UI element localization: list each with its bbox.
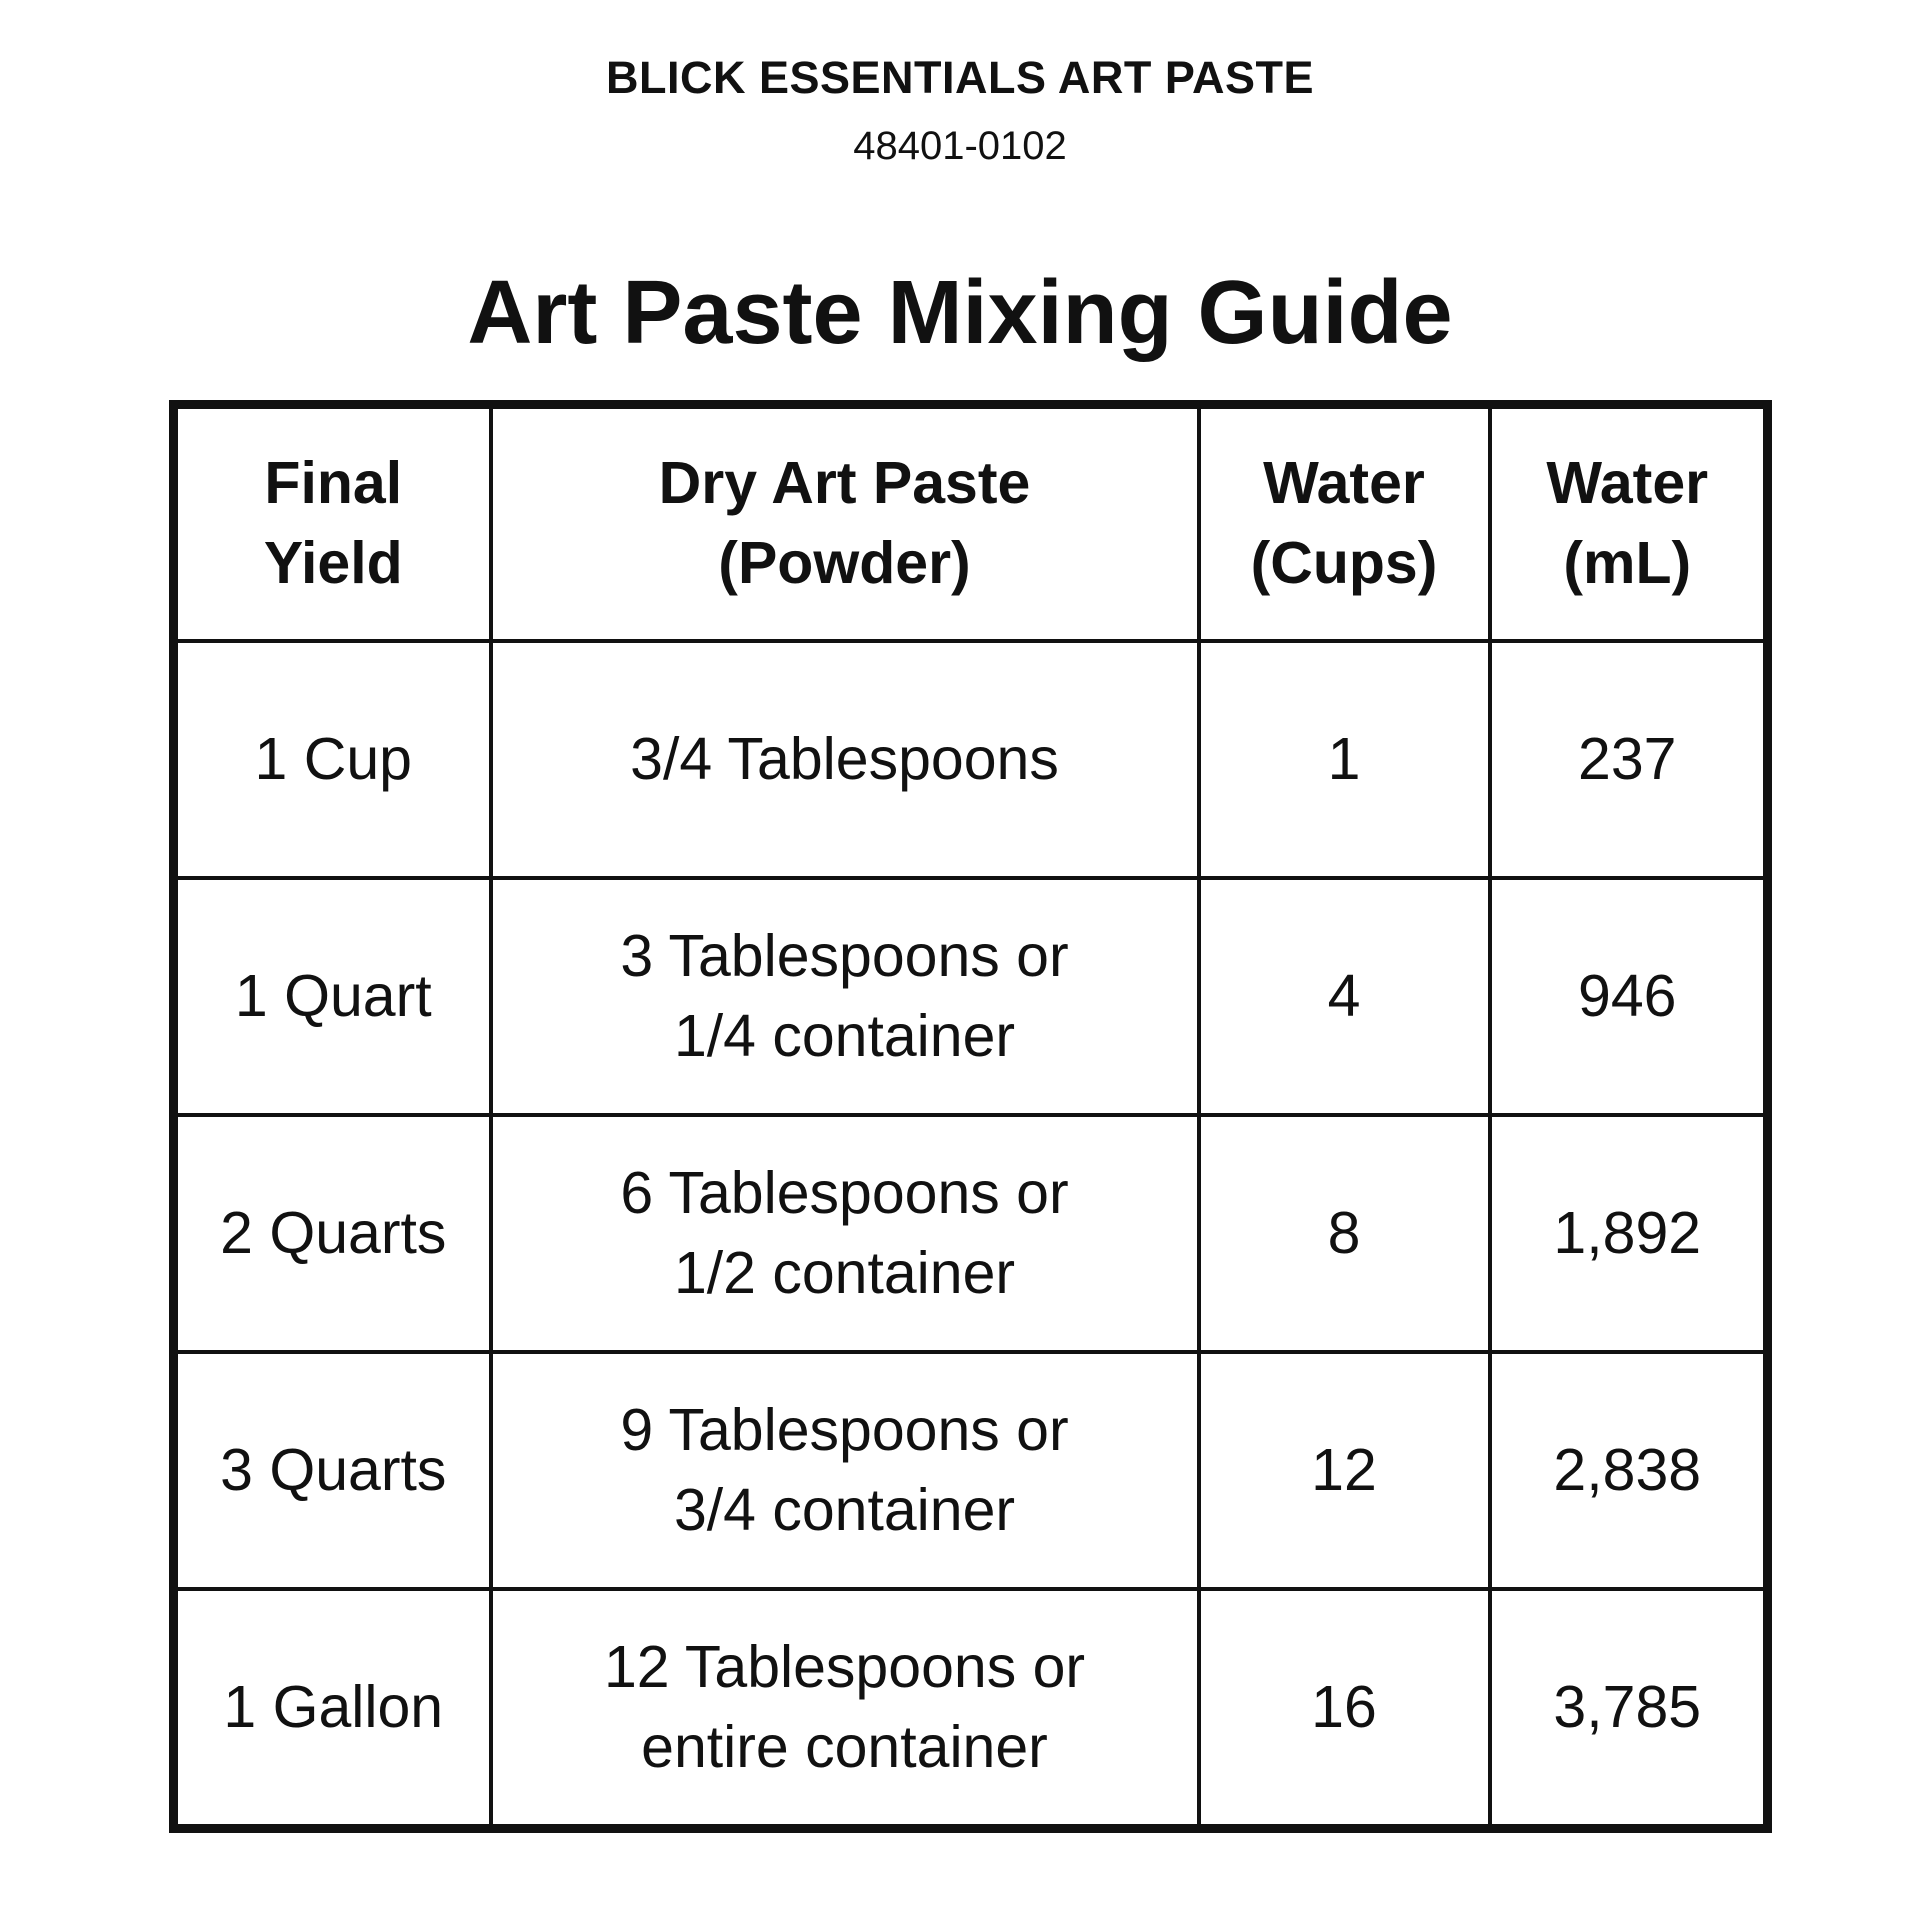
cell-line: entire container xyxy=(641,1713,1048,1780)
cell-line: 3/4 container xyxy=(673,1476,1016,1543)
column-header-line: Dry Art Paste xyxy=(658,450,1031,517)
cell-final-yield: 2 Quarts xyxy=(174,1115,491,1352)
column-header-final-yield xyxy=(174,405,491,642)
cell-line: 9 Tablespoons or xyxy=(620,1396,1069,1463)
column-header-water-ml xyxy=(1490,405,1768,642)
cell-water-ml: 3,785 xyxy=(1490,1589,1768,1829)
column-header-line: Water xyxy=(1263,450,1425,517)
table-row xyxy=(174,1352,1768,1589)
brand-name: BLICK ESSENTIALS ART PASTE xyxy=(605,52,1315,103)
cell-water-cups: 4 xyxy=(1199,878,1490,1115)
cell-dry-art-paste xyxy=(491,1589,1199,1829)
column-header-line: Yield xyxy=(263,530,403,596)
cell-water-cups: 1 xyxy=(1199,641,1490,878)
page-title: Art Paste Mixing Guide xyxy=(467,263,1453,363)
table-row xyxy=(174,1589,1768,1829)
product-sku: 48401-0102 xyxy=(853,124,1067,168)
table-header-row xyxy=(174,405,1768,642)
cell-line: 3 Tablespoons or xyxy=(620,922,1069,989)
cell-final-yield: 1 Quart xyxy=(174,878,491,1115)
cell-line: 6 Tablespoons or xyxy=(620,1159,1069,1226)
cell-dry-art-paste xyxy=(491,878,1199,1115)
cell-line: 1/4 container xyxy=(673,1002,1016,1069)
cell-water-ml: 2,838 xyxy=(1490,1352,1768,1589)
cell-line: 3/4 Tablespoons xyxy=(630,725,1059,792)
cell-final-yield: 1 Gallon xyxy=(174,1589,491,1829)
cell-water-ml: 1,892 xyxy=(1490,1115,1768,1352)
cell-water-ml: 946 xyxy=(1490,878,1768,1115)
column-header-line: Final xyxy=(264,450,403,517)
column-header-line: Water xyxy=(1546,450,1709,517)
table-row xyxy=(174,641,1768,878)
column-header-water-cups xyxy=(1199,405,1490,642)
cell-water-cups: 16 xyxy=(1199,1589,1490,1829)
cell-dry-art-paste xyxy=(491,641,1199,878)
cell-final-yield: 3 Quarts xyxy=(174,1352,491,1589)
cell-dry-art-paste xyxy=(491,1352,1199,1589)
table-row xyxy=(174,878,1768,1115)
cell-final-yield: 1 Cup xyxy=(174,641,491,878)
column-header-line: (Powder) xyxy=(718,530,971,596)
table-row xyxy=(174,1115,1768,1352)
cell-line: 12 Tablespoons or xyxy=(603,1633,1086,1700)
cell-water-ml: 237 xyxy=(1490,641,1768,878)
column-header-line: (mL) xyxy=(1563,530,1692,596)
cell-water-cups: 12 xyxy=(1199,1352,1490,1589)
mixing-guide-table xyxy=(169,400,1772,1833)
column-header-dry-art-paste xyxy=(491,405,1199,642)
column-header-line: (Cups) xyxy=(1250,530,1438,596)
cell-water-cups: 8 xyxy=(1199,1115,1490,1352)
cell-line: 1/2 container xyxy=(673,1239,1016,1306)
cell-dry-art-paste xyxy=(491,1115,1199,1352)
